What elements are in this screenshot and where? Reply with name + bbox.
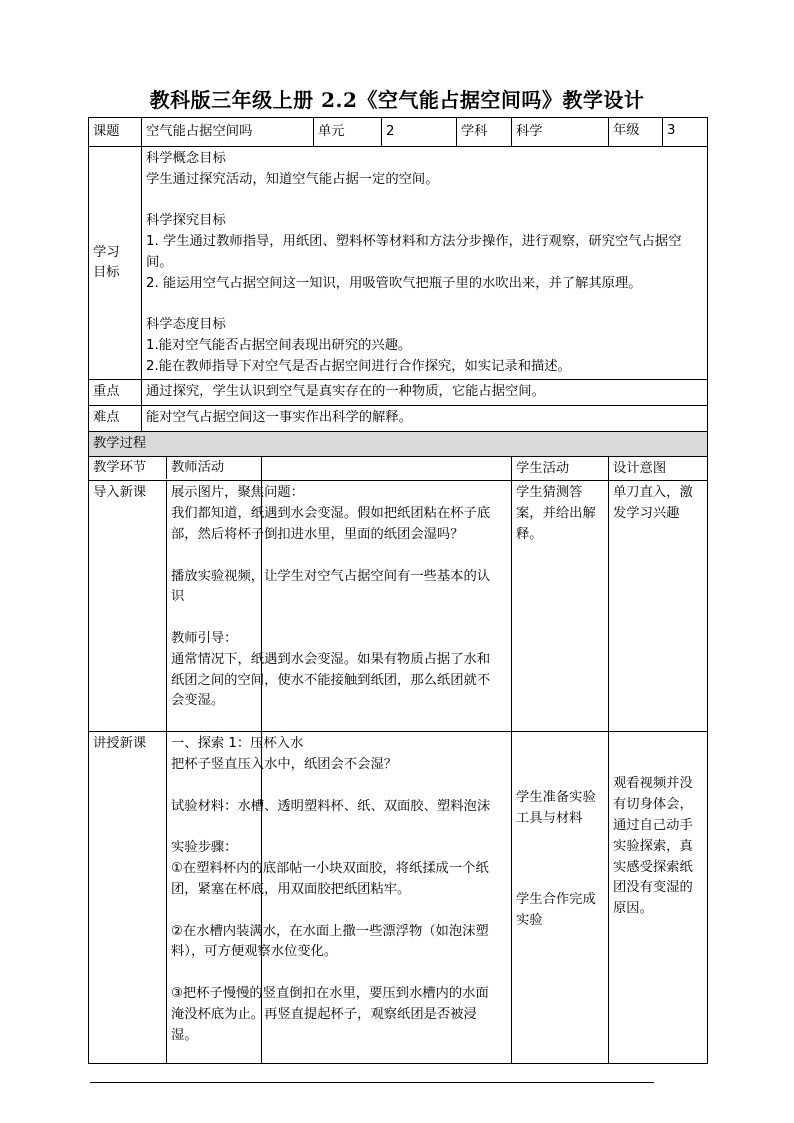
new-intent xyxy=(609,732,708,1064)
intro-teacher-text: 展示图片，聚焦问题： 我们都知道，纸遇到水会变湿。假如把纸团粘在杯子底部，然后将杯子倒扣进水里，里面的纸团会湿吗？ 播放实验视频，让学生对空气占据空间有一些基本的认识 教师引导： 通常情况下，纸遇到水会变湿。如果有物质占据了水和纸团之间的空间，使水不能接触到纸团，那么纸团就不会变湿。 xyxy=(171,485,491,709)
col-header-student: 学生活动 xyxy=(512,456,609,481)
new-teacher xyxy=(171,732,512,1064)
process-row-intro xyxy=(89,481,708,732)
process-section-label: 教学过程 xyxy=(89,431,708,456)
grade-value: 3 xyxy=(667,123,676,138)
new-student xyxy=(512,732,609,1064)
intro-intent: 单刀直入，激发学习兴趣 xyxy=(609,481,708,732)
unit-value: 2 xyxy=(382,118,457,147)
page-title: 教科版三年级上册 2.2《空气能占据空间吗》教学设计 xyxy=(149,88,645,112)
new-intent-text: 观看视频并没有切身体会，通过自己动手实验探索，真实感受探索纸团没有变湿的原因。 xyxy=(613,776,693,917)
unit-label: 单元 xyxy=(314,118,382,147)
col-header-teacher: 教师活动 xyxy=(171,460,225,476)
process-header-row xyxy=(89,456,708,481)
topic-value: 空气能占据空间吗 xyxy=(142,118,314,147)
subject-value: 科学 xyxy=(512,118,609,147)
intro-stage: 导入新课 xyxy=(89,481,167,731)
col-header-teacher-cont xyxy=(262,456,512,481)
new-teacher-text: 一、探索 1：压杯入水 把杯子竖直压入水中，纸团会不会湿？ 试验材料：水槽、透明塑料杯、纸、双面胶、塑料泡沫 实验步骤： ①在塑料杯内的底部帖一小块双面胶，将纸揉成一个纸团，紧塞在杯底，用双面胶把纸团粘牢。 ②在水槽内装满水，在水面上撒一些漂浮物（如泡沫塑料），可方便观察水位变化。 ③把杯子慢慢的竖直倒扣在水里，要压到水槽内的水面淹没杯底为止。再竖直提起杯子，观察纸团是否被浸湿。 xyxy=(171,736,491,1043)
subject-label: 学科 xyxy=(457,118,512,147)
topic-label: 课题 xyxy=(89,118,142,147)
intro-student: 学生猜测答案，并给出解释。 xyxy=(512,481,609,732)
new-stage: 讲授新课 xyxy=(89,732,167,1063)
process-section-row xyxy=(89,431,708,456)
key-point-row xyxy=(89,379,708,405)
col-header-stage: 教学环节 xyxy=(89,457,167,479)
new-student-cooperate: 学生合作完成实验 xyxy=(516,891,596,928)
objectives-content: 科学概念目标 学生通过探究活动，知道空气能占据一定的空间。 科学探究目标 1. 学生通过教师指导，用纸团、塑料杯等材料和方法分步操作，进行观察，研究空气占据空间。 2. 能运用空气占据空间这一知识，用吸管吹气把瓶子里的水吹出来，并了解其原理。 科学态度目标 1.能对空气能否占据空间表现出研究的兴趣。 2.能在教师指导下对空气是否占据空间进行合作探究，如实记录和描述。 xyxy=(142,147,708,380)
difficulty-row xyxy=(89,405,708,431)
new-student-prepare: 学生准备实验工具与材料 xyxy=(516,790,596,827)
grade-label: 年级 xyxy=(609,118,663,146)
col-header-intent: 设计意图 xyxy=(609,456,708,481)
lesson-plan-table xyxy=(88,117,708,1064)
objectives-label: 学习 目标 xyxy=(89,147,142,380)
difficulty-label: 难点 xyxy=(89,405,142,431)
objectives-row xyxy=(89,147,708,380)
key-point-label: 重点 xyxy=(89,379,142,405)
stage-teacher-header xyxy=(89,456,262,481)
process-row-new xyxy=(89,732,708,1064)
difficulty-content: 能对空气占据空间这一事实作出科学的解释。 xyxy=(142,405,708,431)
grade-cell xyxy=(609,118,708,147)
key-point-content: 通过探究，学生认识到空气是真实存在的一种物质，它能占据空间。 xyxy=(142,379,708,405)
footer-rule xyxy=(90,1082,654,1083)
intro-teacher xyxy=(171,481,512,732)
header-row xyxy=(89,118,708,147)
